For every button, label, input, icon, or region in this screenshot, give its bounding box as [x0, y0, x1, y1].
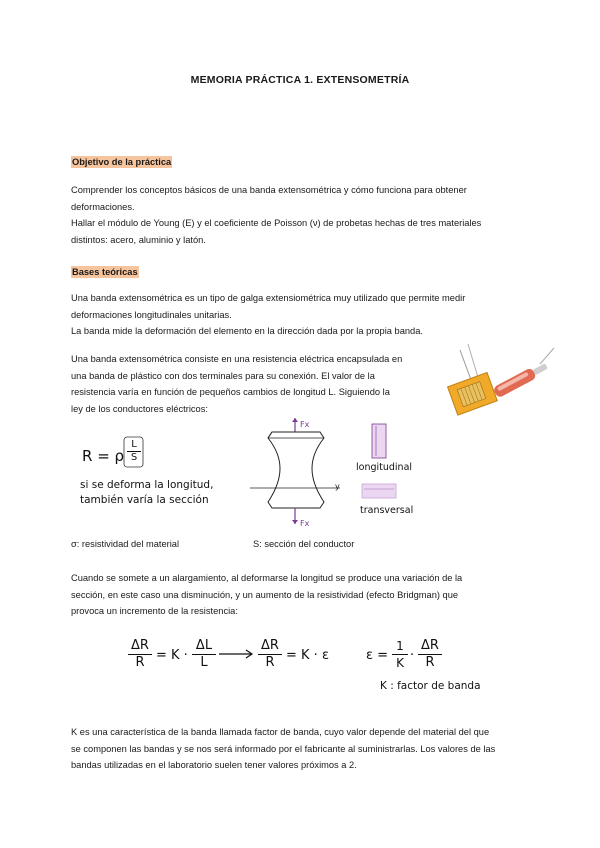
- bases-paragraph-1: [71, 290, 531, 340]
- text-line: Comprender los conceptos básicos de una banda extensométrica y cómo funciona para obtener: [71, 185, 467, 195]
- text-line: Cuando se somete a un alargamiento, al deformarse la longitud se produce una variación de la: [71, 573, 463, 583]
- gauge-pad: [448, 373, 498, 416]
- text-line: Una banda extensométrica es un tipo de galga extensiométrica muy utilizado que permite medir: [71, 293, 466, 303]
- formula-lhs: R = ρ: [82, 447, 125, 465]
- formula-dot: ·: [410, 648, 415, 663]
- formula-k-dot: = K ·: [156, 648, 188, 663]
- frac-den: R: [258, 654, 282, 671]
- text-line: deformaciones longitudinales unitarias.: [71, 309, 232, 320]
- frac-den: K: [392, 654, 408, 671]
- fraction-denominator: S: [127, 451, 141, 464]
- fraction-box: [120, 436, 146, 468]
- text-line: La banda mide la deformación del elemento en la dirección dada por la propia banda.: [71, 326, 423, 336]
- label-longitudinal: longitudinal: [356, 462, 413, 473]
- formula-k-eps: = K · ε: [286, 648, 329, 663]
- caption-s: S: sección del conductor: [253, 539, 355, 549]
- objetivo-paragraph: [71, 182, 531, 248]
- frac-dr-r-2: [258, 638, 282, 671]
- text-line: K es una característica de la banda llamada factor de banda, cuyo valor depende del material del que: [71, 727, 490, 737]
- caption-sigma: σ: resistividad del material: [71, 539, 180, 549]
- gauge-wire-end: [540, 348, 554, 364]
- strain-gauge-photo: [440, 340, 555, 430]
- text-line: bandas utilizadas en el laboratorio suelen tener valores próximos a 2.: [71, 760, 357, 770]
- resistance-formula: [82, 447, 124, 465]
- frac-den: R: [418, 654, 442, 671]
- note-line: si se deforma la longitud,: [80, 479, 214, 491]
- page-title: MEMORIA PRÁCTICA 1. EXTENSOMETRÍA: [190, 74, 410, 86]
- transversal-gauge: [362, 484, 396, 498]
- y-axis-label: y: [335, 482, 340, 491]
- label-transversal: transversal: [360, 505, 414, 516]
- text-line: se componen las bandas y se nos será informado por el fabricante al suministrarlas. Los valores de las: [71, 743, 496, 754]
- text-line: Una banda extensométrica consiste en una resistencia eléctrica encapsulada en: [71, 354, 403, 364]
- frac-den: L: [192, 654, 216, 671]
- frac-num: ΔR: [261, 638, 279, 653]
- implies-arrow-icon: [218, 648, 254, 660]
- frac-dl-l: [192, 638, 216, 671]
- formula-eps-eq: ε =: [366, 648, 389, 663]
- bases-paragraph-2: [71, 351, 431, 417]
- text-line: resistencia varía en función de pequeños cambios de longitud L. Siguiendo la: [71, 387, 390, 397]
- frac-one-k: [392, 638, 408, 671]
- frac-num: ΔR: [421, 638, 439, 653]
- specimen-diagram: [250, 418, 350, 528]
- handwritten-note: [80, 478, 213, 508]
- frac-dr-r: [128, 638, 152, 671]
- fraction-numerator: L: [131, 439, 137, 450]
- k-factor-paragraph: [71, 724, 541, 774]
- k-factor-note: K : factor de banda: [380, 680, 481, 692]
- heading-objetivo-label: Objetivo de la práctica: [72, 157, 172, 167]
- gauge-tube: [492, 361, 549, 399]
- frac-num: ΔR: [131, 638, 149, 653]
- force-arrowhead-bottom: [292, 520, 298, 524]
- fx-label-bottom: Fx: [300, 519, 310, 528]
- force-arrowhead-top: [292, 418, 298, 422]
- text-line: distintos: acero, aluminio y latón.: [71, 234, 206, 245]
- note-line: también varía la sección: [80, 494, 209, 506]
- fx-label-top: Fx: [300, 420, 310, 429]
- heading-bases-label: Bases teóricas: [72, 267, 138, 277]
- frac-dr-r-3: [418, 638, 442, 671]
- text-line: una banda de plástico con dos terminales para su conexión. El valor de la: [71, 370, 375, 381]
- text-line: sección, en este caso una disminución, y un aumento de la resistividad (efecto Bridgman) que: [71, 589, 459, 600]
- longitudinal-gauge: [372, 424, 386, 458]
- elongation-paragraph: [71, 570, 531, 620]
- text-line: deformaciones.: [71, 201, 135, 212]
- text-line: ley de los conductores eléctricos:: [71, 403, 208, 414]
- frac-num: ΔL: [195, 638, 213, 653]
- frac-den: R: [128, 654, 152, 671]
- section-heading-bases: [71, 262, 139, 280]
- text-line: provoca un incremento de la resistencia:: [71, 606, 238, 616]
- frac-num: 1: [396, 639, 404, 653]
- text-line: Hallar el módulo de Young (E) y el coeficiente de Poisson (ν) de probetas hechas de tres materiales: [71, 218, 482, 228]
- specimen-outline: [268, 432, 324, 508]
- section-heading-objetivo: [71, 152, 172, 170]
